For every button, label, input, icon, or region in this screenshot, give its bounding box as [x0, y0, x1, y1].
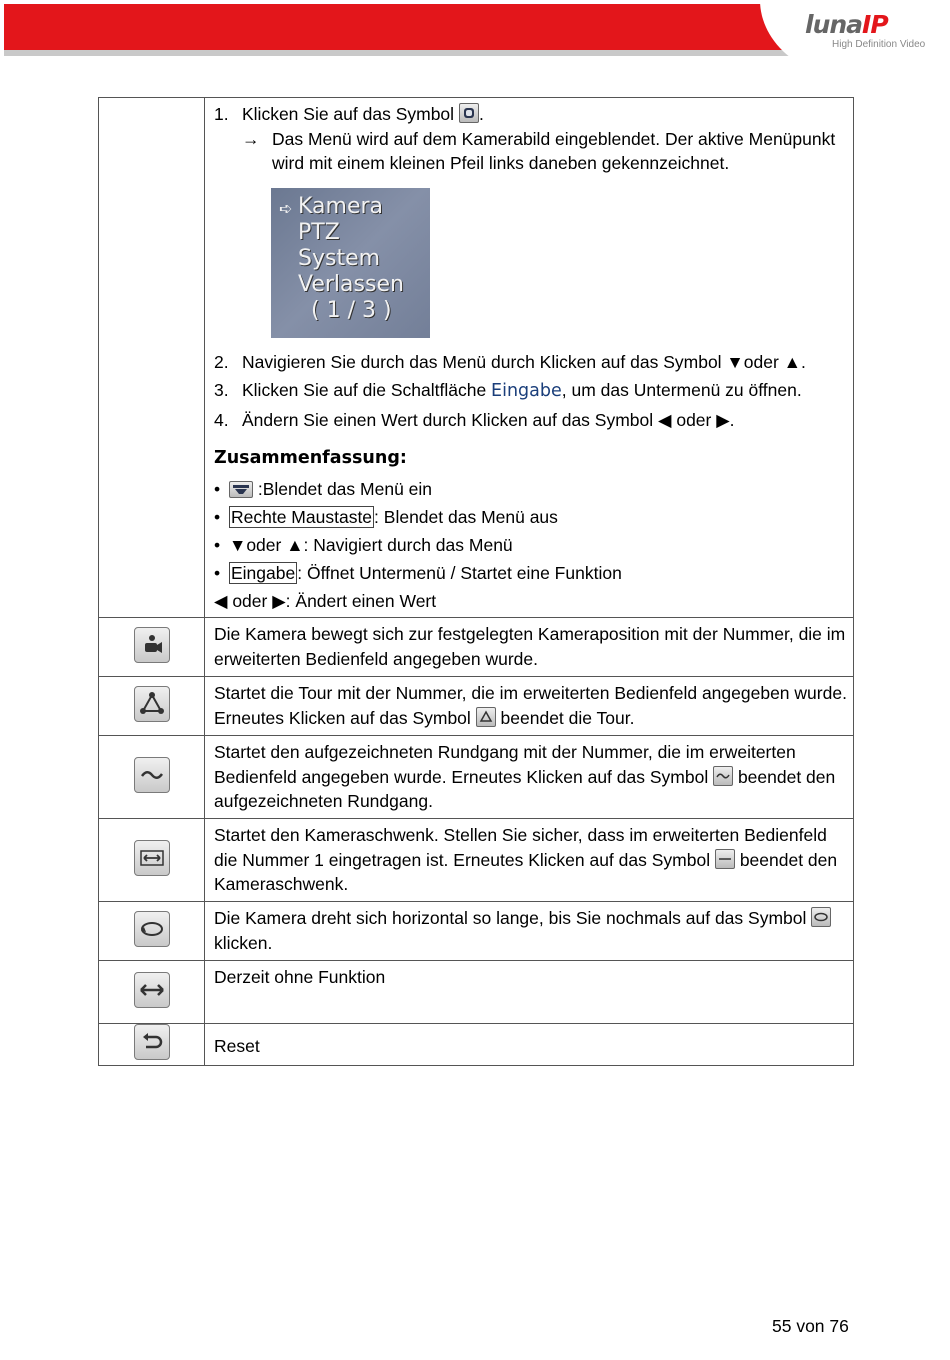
summary-item [214, 587, 847, 615]
table-row [99, 1024, 854, 1066]
pattern-text-b: beendet den aufgezeichneten Rundgang. [214, 766, 836, 811]
step-number: 2. [214, 351, 229, 372]
menu-item: Kamera [298, 193, 384, 219]
scan-text-a: Startet den Kameraschwenk. Stellen Sie sicher, dass im erweiterten Bedienfeld die Nummer 1 eingetragen ist. Erneutes Klicken auf das Symbol [214, 825, 827, 870]
step-text [242, 102, 484, 127]
step-number: 1. [214, 104, 229, 124]
step-number: 3. [214, 380, 229, 400]
step1-period: . [478, 104, 484, 124]
camera-osd-menu-image [271, 188, 430, 338]
summary-title: Zusammenfassung: [214, 448, 407, 468]
logo-main: luna [805, 10, 863, 39]
table-row [99, 736, 854, 819]
camera-preset-icon[interactable] [134, 627, 170, 663]
scan-icon [715, 849, 735, 869]
summary-text: : Blendet das Menü aus [374, 506, 558, 527]
flip-icon[interactable] [134, 972, 170, 1008]
summary-text: :Blendet das Menü ein [257, 478, 433, 499]
eingabe-button-label: Eingabe [491, 381, 562, 401]
summary-item [214, 559, 847, 587]
summary-item [214, 531, 847, 559]
rotate-icon[interactable] [134, 911, 170, 947]
page-number: 55 von 76 [772, 1316, 849, 1336]
step3-text-a: Klicken Sie auf die Schaltfläche [242, 380, 492, 400]
table-row [99, 677, 854, 736]
rotate-icon [811, 907, 831, 927]
description-cell: Reset [205, 1024, 854, 1066]
tour-icon[interactable] [134, 686, 170, 722]
summary-item [214, 503, 847, 531]
eingabe-label: Eingabe [231, 562, 296, 583]
description-cell: Die Kamera bewegt sich zur festgelegten Kameraposition mit der Nummer, die im erweiterten Bedienfeld angegeben wurde. [205, 618, 854, 677]
step-2 [214, 350, 847, 375]
icon-cell [99, 677, 205, 736]
icon-cell [99, 961, 205, 1024]
description-cell [205, 819, 854, 902]
steps-list [214, 102, 847, 127]
menu-page: ( 1 / 3 ) [311, 297, 392, 323]
table-row [99, 902, 854, 961]
bullet: • [214, 506, 221, 527]
bullet: • [214, 562, 221, 583]
scan-icon[interactable] [134, 840, 170, 876]
menu-icon [459, 103, 479, 123]
header-shadow-bar [4, 50, 794, 56]
result-arrow: → [242, 128, 260, 149]
bullet: • [214, 534, 221, 555]
step-3 [214, 378, 847, 404]
pattern-icon [713, 766, 733, 786]
menu-item: Verlassen [298, 271, 404, 297]
intro-cell [205, 98, 854, 618]
rotate-text-a: Die Kamera dreht sich horizontal so lange, bis Sie nochmals auf das Symbol [214, 908, 812, 928]
icon-cell [99, 736, 205, 819]
step-text: Navigieren Sie durch das Menü durch Klicken auf das Symbol ▼oder ▲. [242, 351, 806, 372]
right-mouse-label: Rechte Maustaste [231, 506, 373, 527]
summary-item [214, 475, 847, 503]
step3-text-b: , um das Untermenü zu öffnen. [561, 380, 802, 400]
summary-text: : Öffnet Untermenü / Startet eine Funktion [297, 562, 622, 583]
description-cell [205, 736, 854, 819]
step-text [242, 378, 802, 404]
steps-list-continued [214, 350, 847, 433]
rotate-text-b: klicken. [214, 932, 273, 953]
header-red-bar [4, 4, 794, 50]
scan-text-b: beendet den Kameraschwenk. [214, 849, 838, 894]
icon-cell [99, 618, 205, 677]
description-cell [205, 902, 854, 961]
logo [805, 10, 888, 39]
menu-item: PTZ [298, 219, 340, 245]
result-line [214, 127, 847, 176]
description-cell [205, 677, 854, 736]
step-4 [214, 408, 847, 433]
table-row [99, 98, 854, 618]
page-header [0, 0, 950, 80]
reset-icon[interactable] [134, 1024, 170, 1060]
tour-icon [476, 707, 496, 727]
pattern-icon[interactable] [134, 757, 170, 793]
summary-list [214, 475, 847, 615]
step1-text: Klicken Sie auf das Symbol [242, 104, 455, 124]
bullet: • [214, 478, 221, 499]
step-text: Ändern Sie einen Wert durch Klicken auf das Symbol ◀ oder ▶. [242, 409, 735, 430]
empty-icon-cell [99, 98, 205, 618]
tour-text-a: Startet die Tour mit der Nummer, die im erweiterten Bedienfeld angegeben wurde. Erneutes Klicken auf das Symbol [214, 683, 847, 728]
menu-item: System [298, 245, 381, 271]
summary-text: ◀ oder ▶: Ändert einen Wert [214, 590, 437, 611]
logo-accent: IP [862, 10, 888, 39]
menu-icon [229, 481, 253, 498]
function-table [98, 97, 854, 1066]
logo-subtitle: High Definition Video [832, 39, 926, 50]
menu-pointer-icon: ➪ [279, 198, 293, 218]
result-text: Das Menü wird auf dem Kamerabild eingeblendet. Der aktive Menüpunkt wird mit einem kleinen Pfeil links daneben gekennzeichnet. [272, 128, 836, 173]
icon-cell [99, 819, 205, 902]
table-row [99, 618, 854, 677]
step-1 [214, 102, 847, 127]
icon-cell [99, 902, 205, 961]
description-cell: Derzeit ohne Funktion [205, 961, 854, 1024]
step-number: 4. [214, 409, 229, 430]
table-row [99, 819, 854, 902]
icon-cell [99, 1024, 205, 1066]
summary-text: ▼oder ▲: Navigiert durch das Menü [229, 534, 513, 555]
table-row [99, 961, 854, 1024]
pattern-text-a: Startet den aufgezeichneten Rundgang mit der Nummer, die im erweiterten Bedienfeld angegeben wurde. Erneutes Klicken auf das Symbol [214, 742, 796, 787]
tour-text-b: beendet die Tour. [495, 707, 635, 728]
